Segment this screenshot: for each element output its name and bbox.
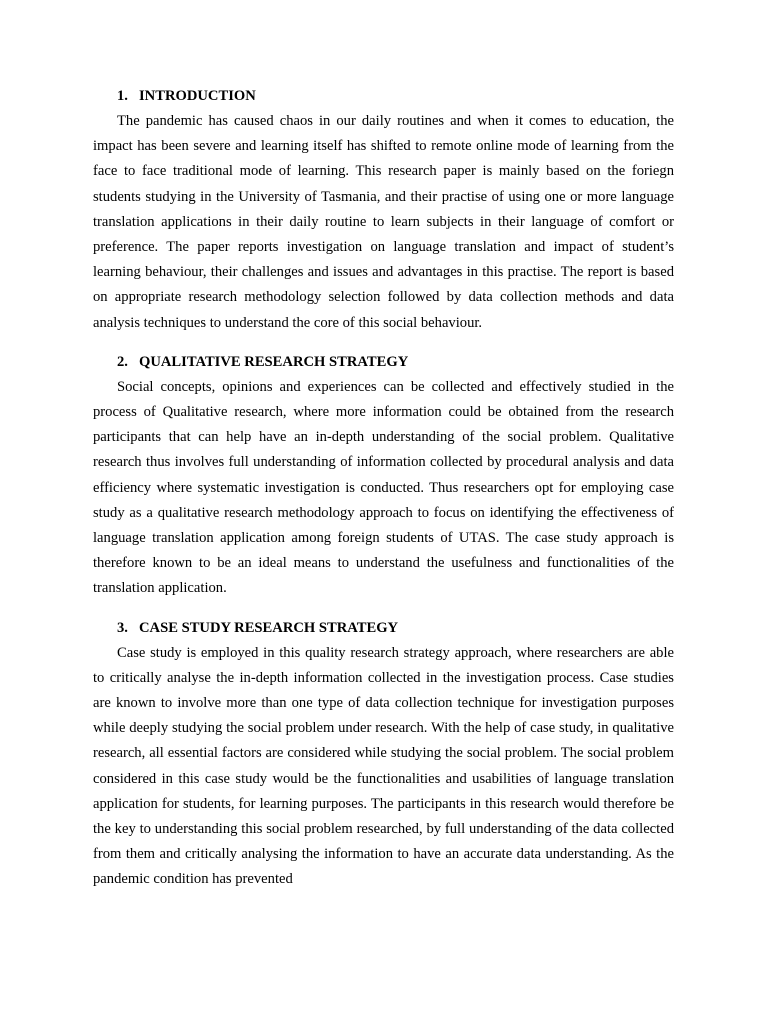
- document-content: [93, 86, 674, 893]
- section-title: QUALITATIVE RESEARCH STRATEGY: [139, 353, 409, 370]
- section-case-study-research-strategy: [93, 618, 674, 893]
- section-heading: [93, 86, 674, 106]
- section-number: 1.: [117, 88, 128, 104]
- section-heading: [93, 618, 674, 638]
- section-body: The pandemic has caused chaos in our daily routines and when it comes to education, the impact has been severe and learning itself has shifted to remote online mode of learning from the face to face traditional mode of learning. This research paper is mainly based on the foriegn students studying in the University of Tasmania, and their practise of using one or more language translation applications in their daily routine to learn subjects in their language of comfort or preference. The paper reports investigation on language translation and impact of student’s learning behaviour, their challenges and issues and advantages in this practise. The report is based on appropriate research methodology selection followed by data collection methods and data analysis techniques to understand the core of this social behaviour.: [93, 113, 674, 331]
- section-number: 2.: [117, 353, 128, 370]
- section-qualitative-research-strategy: [93, 352, 674, 602]
- section-number: 3.: [117, 619, 128, 636]
- section-body: Case study is employed in this quality research strategy approach, where researchers are able to critically analyse the in-depth information collected in the investigation process. Case studies are known to involve more than one type of data collection technique for investigation purposes while deeply studying the social problem under research. With the help of case study, in qualitative research, all essential factors are considered while studying the social problem. The social problem considered in this case study would be the functionalities and usabilities of language translation application for students, for learning purposes. The participants in this research would therefore be the key to understanding this social problem researched, by full understanding of the data collected from them and critically analysing the information to have an accurate data understanding. As the pandemic condition has prevented: [93, 644, 674, 888]
- section-heading: [93, 352, 674, 372]
- section-title: INTRODUCTION: [139, 88, 256, 104]
- section-title: CASE STUDY RESEARCH STRATEGY: [139, 619, 399, 636]
- section-introduction: [93, 86, 674, 336]
- section-body: Social concepts, opinions and experiences can be collected and effectively studied in the process of Qualitative research, where more information could be obtained from the research participants that can help have an in-depth understanding of the social problem. Qualitative research thus involves full understanding of information collected by procedural analysis and data efficiency where systematic investigation is conducted. Thus researchers opt for employing case study as a qualitative research methodology approach to focus on identifying the effectiveness of language translation application among foreign students of UTAS. The case study approach is therefore known to be an ideal means to understand the usefulness and functionalities of the translation application.: [93, 378, 674, 597]
